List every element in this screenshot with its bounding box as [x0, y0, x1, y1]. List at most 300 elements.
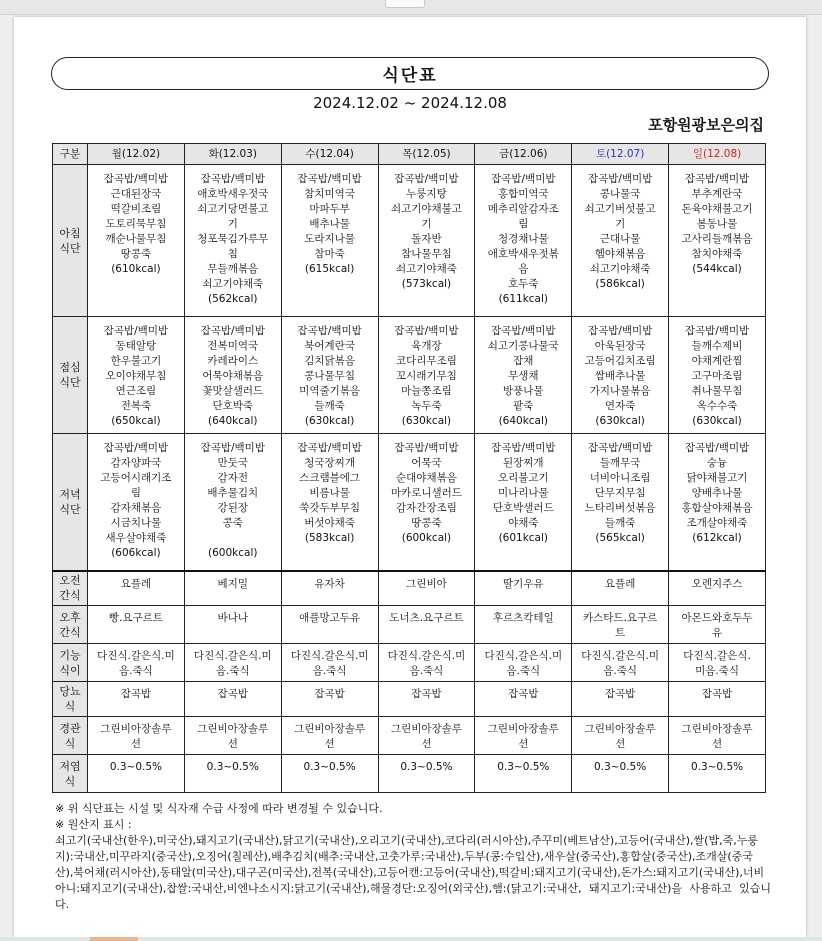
- menu-item: 다진식.갈은식.미: [97, 650, 175, 662]
- menu-item: 고사리들깨볶음: [681, 233, 753, 245]
- header-day-mon: 월(12.02): [88, 144, 185, 165]
- menu-item: 애호박새우젓볶: [487, 248, 559, 260]
- menu-item: 녹두죽: [411, 400, 442, 412]
- header-day-fri: 금(12.06): [475, 144, 572, 165]
- menu-item: 유: [711, 627, 723, 639]
- menu-item: (615kcal): [304, 263, 355, 275]
- menu-item: (630kcal): [401, 415, 452, 427]
- row-label-line: 오전: [59, 574, 81, 588]
- menu-cell: [572, 644, 669, 682]
- menu-item: 그린비아장솔루: [487, 723, 559, 735]
- menu-cell: [475, 755, 572, 793]
- organization-name: 포항원광보은의집: [648, 116, 764, 134]
- menu-item: 음.죽식: [409, 665, 444, 677]
- menu-item: 꼬시래기무침: [396, 370, 457, 382]
- menu-cell: [184, 571, 281, 606]
- menu-item: 방풍나물: [503, 385, 544, 397]
- menu-item: 미나리나물: [497, 487, 549, 499]
- menu-item: 도라지나물: [304, 233, 355, 245]
- origin-title: ※ 원산지 표시 :: [55, 818, 132, 831]
- menu-item: 션: [615, 738, 626, 750]
- menu-item: 0.3~0.5%: [690, 761, 744, 773]
- header-day-sun: 일(12.08): [669, 144, 766, 165]
- menu-item: 옥수수죽: [696, 400, 738, 412]
- menu-item: 기: [421, 218, 432, 230]
- menu-item: (650kcal): [111, 415, 161, 427]
- row-label-line: 저염: [59, 759, 81, 773]
- menu-item: 침: [227, 248, 238, 260]
- menu-item: 잡곡밥/백미밥: [684, 325, 750, 337]
- menu-cell: [88, 682, 185, 717]
- menu-item: 너비아니조림: [589, 472, 651, 484]
- change-notice: ※ 위 식단표는 시설 및 식자재 수급 사정에 따라 변경될 수 있습니다.: [55, 802, 383, 815]
- menu-cell: [378, 717, 475, 755]
- menu-item: (630kcal): [692, 415, 742, 427]
- bottom-bar-accent: [90, 937, 138, 941]
- menu-item: 양배추나물: [691, 487, 743, 499]
- menu-item: 감자전: [217, 472, 248, 484]
- dinner-row: [53, 434, 766, 571]
- menu-item: (586kcal): [595, 278, 645, 290]
- menu-item: 취나물무침: [691, 385, 743, 397]
- weekly-menu-table: [52, 143, 766, 793]
- row-label-line: 경관: [59, 721, 81, 735]
- row-label-line: 식단: [59, 502, 81, 516]
- menu-item: 잡곡밥/백미밥: [103, 173, 169, 185]
- toolbar-toggle-handle[interactable]: [385, 0, 425, 8]
- menu-item: 단호박샐러드: [492, 502, 554, 514]
- menu-item: 요플레: [604, 577, 636, 590]
- menu-item: 무생채: [508, 370, 539, 382]
- menu-item: 북어계란국: [304, 340, 355, 352]
- row-label-line: 식: [64, 700, 76, 713]
- menu-item: 참나물무침: [401, 248, 452, 260]
- menu-item: 누룽지탕: [406, 188, 447, 200]
- menu-item: (601kcal): [498, 532, 549, 544]
- menu-cell: [184, 717, 281, 755]
- menu-item: 한우불고기: [110, 355, 162, 367]
- row-label-line: 식단: [59, 376, 81, 389]
- menu-item: 션: [518, 738, 529, 750]
- menu-item: 돌자반: [411, 233, 442, 245]
- menu-cell: [572, 434, 669, 571]
- menu-item: 연근조림: [115, 385, 157, 397]
- menu-item: 헴야채볶음: [594, 248, 646, 260]
- menu-item: 잡곡밥: [701, 688, 733, 700]
- menu-item: 트: [615, 627, 626, 639]
- menu-item: 쇠고기당면불고: [197, 203, 269, 215]
- menu-item: 잡곡밥/백미밥: [394, 442, 459, 454]
- menu-cell: [378, 317, 475, 434]
- menu-item: 다진식.갈은식.미: [290, 650, 369, 662]
- row-label: [53, 755, 88, 793]
- menu-item: (640kcal): [208, 415, 258, 427]
- menu-item: 무들깨볶음: [207, 263, 259, 275]
- row-label-line: 오후: [59, 610, 81, 624]
- menu-item: 청경채나물: [497, 233, 549, 245]
- menu-cell: [184, 606, 281, 644]
- menu-item: 다진식.갈은식.: [683, 650, 751, 662]
- menu-item: 팥죽: [513, 400, 534, 412]
- menu-item: 그린비아장솔루: [584, 723, 656, 735]
- menu-cell: [669, 317, 766, 434]
- row-label-line: 식: [64, 774, 76, 788]
- menu-item: 마늘쫑조림: [401, 385, 452, 397]
- menu-item: 동태알탕: [115, 340, 157, 352]
- row-label-line: 식: [64, 736, 76, 750]
- menu-cell: [669, 682, 766, 717]
- row-label-line: 아침: [59, 226, 81, 240]
- menu-item: 홍합살야채볶음: [681, 502, 753, 514]
- header-corner: 구분: [53, 144, 88, 165]
- menu-item: 음.죽식: [312, 665, 347, 677]
- menu-cell: [281, 717, 378, 755]
- menu-item: 음: [518, 263, 529, 275]
- menu-item: 유자차: [314, 577, 345, 590]
- menu-cell: [572, 606, 669, 644]
- lunch-row: [53, 317, 766, 434]
- menu-item: 참치미역국: [304, 188, 355, 200]
- menu-item: 다진식.갈은식.미: [581, 650, 659, 662]
- menu-cell: [184, 317, 281, 434]
- menu-item: 그린비아장솔루: [100, 723, 172, 735]
- menu-item: 잡곡밥: [120, 688, 152, 700]
- menu-item: 그린비아장솔루: [197, 723, 269, 735]
- menu-item: 잡곡밥: [314, 688, 345, 700]
- menu-item: 감자채볶음: [110, 502, 162, 514]
- menu-item: 잡곡밥: [411, 688, 442, 700]
- menu-item: 림: [518, 218, 529, 230]
- menu-cell: [378, 434, 475, 571]
- menu-cell: [184, 165, 281, 317]
- menu-cell: [378, 165, 475, 317]
- breakfast-row: [53, 165, 766, 317]
- menu-item: 오이야채무침: [105, 370, 167, 382]
- menu-item: (573kcal): [401, 278, 452, 290]
- menu-item: 음.죽식: [119, 665, 153, 677]
- menu-item: 아몬드와호두두: [681, 612, 753, 624]
- row-label-line: 식단: [59, 241, 81, 255]
- menu-cell: [475, 644, 572, 682]
- menu-cell: [281, 165, 378, 317]
- menu-item: 오리불고기: [497, 472, 549, 484]
- menu-item: 다진식.갈은식.미: [387, 650, 466, 662]
- menu-item: 고등어김치조림: [584, 355, 656, 367]
- menu-item: 콩죽: [222, 517, 243, 529]
- menu-cell: [281, 317, 378, 434]
- menu-item: 고구마조림: [691, 370, 743, 382]
- row-label-line: 간식: [59, 589, 81, 603]
- menu-cell: [669, 644, 766, 682]
- menu-cell: [281, 434, 378, 571]
- menu-item: 쇠고기버섯불고: [584, 203, 656, 215]
- menu-item: 잡곡밥/백미밥: [587, 325, 653, 337]
- menu-item: 음.죽식: [215, 665, 250, 677]
- menu-item: 0.3~0.5%: [109, 761, 162, 773]
- menu-item: 새우살야채죽: [105, 532, 167, 544]
- menu-item: 도너츠.요구르트: [389, 612, 464, 624]
- menu-item: 땅콩죽: [120, 248, 152, 260]
- menu-item: 잡곡밥/백미밥: [491, 442, 556, 454]
- menu-item: 쑥갓두부무침: [299, 502, 361, 514]
- menu-item: (611kcal): [498, 293, 549, 305]
- row-label: [53, 571, 88, 606]
- menu-item: 그린비아장솔루: [681, 723, 753, 735]
- menu-item: (565kcal): [595, 532, 645, 544]
- menu-item: 잡곡밥/백미밥: [684, 173, 750, 185]
- menu-item: 애호박새우젓국: [197, 188, 269, 200]
- menu-item: 림: [130, 487, 141, 499]
- menu-cell: [475, 571, 572, 606]
- menu-item: 고등어시래기조: [100, 472, 172, 484]
- menu-item: 잡곡밥/백미밥: [200, 442, 265, 454]
- menu-item: (600kcal): [208, 547, 258, 559]
- menu-item: 들깨죽: [314, 400, 345, 412]
- menu-item: 쇠고기야채죽: [202, 278, 264, 290]
- header-day-wed: 수(12.04): [281, 144, 378, 165]
- menu-item: 션: [711, 738, 723, 750]
- row-label: [53, 682, 88, 717]
- menu-item: 쇠고기야채불고: [390, 203, 462, 215]
- menu-item: 스크램블에그: [299, 472, 361, 484]
- row-label-line: 기능: [59, 648, 81, 662]
- menu-item: 깨순나물무침: [105, 233, 167, 245]
- menu-cell: [378, 606, 475, 644]
- menu-item: 잡곡밥/백미밥: [587, 442, 653, 454]
- menu-item: 육개장: [411, 340, 442, 352]
- menu-item: 음.죽식: [603, 665, 638, 677]
- notes-section: [55, 801, 771, 913]
- menu-item: 음.죽식: [506, 665, 541, 677]
- menu-cell: [184, 644, 281, 682]
- menu-cell: [669, 755, 766, 793]
- menu-cell: [669, 434, 766, 571]
- menu-item: 봄동나물: [696, 218, 738, 230]
- menu-item: 참마죽: [314, 248, 345, 260]
- menu-item: 콩나물무침: [304, 370, 355, 382]
- menu-item: 강된장: [217, 502, 248, 514]
- menu-cell: [669, 606, 766, 644]
- menu-item: 잡곡밥/백미밥: [394, 325, 459, 337]
- menu-item: 어묵국: [411, 457, 442, 469]
- row-label-line: 저녁: [59, 487, 81, 501]
- menu-item: 0.3~0.5%: [400, 761, 453, 773]
- menu-item: (630kcal): [595, 415, 645, 427]
- bottom-bar: [0, 937, 822, 941]
- menu-cell: [281, 644, 378, 682]
- menu-item: 잡곡밥: [217, 688, 248, 700]
- menu-item: 미역줄기볶음: [299, 385, 361, 397]
- menu-cell: [475, 717, 572, 755]
- menu-item: (640kcal): [498, 415, 549, 427]
- menu-item: 전복죽: [120, 400, 152, 412]
- row-label: [53, 317, 88, 434]
- menu-item: 근대나물: [599, 233, 641, 245]
- menu-item: 션: [324, 738, 335, 750]
- menu-item: 잡곡밥/백미밥: [297, 325, 362, 337]
- menu-item: 잡곡밥/백미밥: [491, 325, 556, 337]
- menu-item: 야채계란찜: [691, 355, 743, 367]
- menu-item: 쇠고기야채죽: [396, 263, 457, 275]
- menu-cell: [281, 755, 378, 793]
- pm-snack-row: [53, 606, 766, 644]
- menu-item: 잡곡밥: [508, 688, 539, 700]
- row-label-line: 당뇨: [59, 685, 81, 698]
- menu-item: 떡갈비조림: [110, 203, 162, 215]
- menu-item: 호두죽: [508, 278, 539, 290]
- tube-feeding-row: [53, 717, 766, 755]
- menu-cell: [669, 571, 766, 606]
- menu-cell: [184, 755, 281, 793]
- menu-item: 땅콩죽: [411, 517, 442, 529]
- menu-cell: [88, 434, 185, 571]
- menu-item: 기: [615, 218, 626, 230]
- menu-item: 션: [130, 738, 141, 750]
- menu-item: 단호박죽: [212, 400, 254, 412]
- menu-item: 연자죽: [604, 400, 636, 412]
- menu-cell: [572, 755, 669, 793]
- low-salt-row: [53, 755, 766, 793]
- menu-item: 잡곡밥/백미밥: [394, 173, 459, 185]
- am-snack-row: [53, 571, 766, 606]
- menu-item: 꽃맛살샐러드: [202, 385, 264, 397]
- menu-item: 카스타드.요구르: [582, 612, 658, 624]
- menu-item: 마파두부: [309, 203, 350, 215]
- menu-item: 배추물김치: [207, 487, 259, 499]
- menu-item: 0.3~0.5%: [303, 761, 356, 773]
- menu-item: 어묵야채볶음: [202, 370, 264, 382]
- menu-item: 잡곡밥/백미밥: [491, 173, 556, 185]
- menu-item: 베지밀: [217, 577, 248, 590]
- diabetic-diet-row: [53, 682, 766, 717]
- page-title: 식단표: [51, 57, 769, 90]
- menu-item: (583kcal): [304, 532, 355, 544]
- menu-item: (612kcal): [692, 532, 742, 544]
- menu-item: (600kcal): [401, 532, 452, 544]
- menu-cell: [88, 717, 185, 755]
- header-day-tue: 화(12.03): [184, 144, 281, 165]
- menu-item: 야채죽: [508, 517, 539, 529]
- menu-item: 다진식.갈은식.미: [484, 650, 563, 662]
- menu-item: 마카로니샐러드: [390, 487, 462, 499]
- menu-cell: [378, 644, 475, 682]
- menu-item: 잡곡밥/백미밥: [200, 173, 265, 185]
- menu-item: 쌈배추나물: [594, 370, 646, 382]
- menu-item: 메추리알감자조: [487, 203, 559, 215]
- menu-cell: [184, 434, 281, 571]
- menu-item: (562kcal): [208, 293, 258, 305]
- table-header-row: [53, 144, 766, 165]
- menu-item: 시금치나물: [110, 517, 162, 529]
- menu-cell: [378, 571, 475, 606]
- menu-cell: [475, 682, 572, 717]
- menu-item: 닭야채불고기: [686, 472, 748, 484]
- menu-item: 전복미역국: [207, 340, 259, 352]
- menu-item: 배추나물: [309, 218, 350, 230]
- menu-item: 청포묵김가루무: [197, 233, 269, 245]
- menu-item: 버섯야채죽: [304, 517, 355, 529]
- menu-cell: [572, 317, 669, 434]
- menu-item: 된장찌개: [503, 457, 544, 469]
- menu-item: 감자양파국: [110, 457, 162, 469]
- menu-item: 홍합미역국: [497, 188, 549, 200]
- menu-item: 아욱된장국: [594, 340, 646, 352]
- menu-item: 기: [227, 218, 238, 230]
- menu-item: 김치닭볶음: [304, 355, 355, 367]
- menu-cell: [475, 317, 572, 434]
- header-day-sat: 토(12.07): [572, 144, 669, 165]
- menu-cell: [88, 165, 185, 317]
- header-day-thu: 목(12.05): [378, 144, 475, 165]
- menu-cell: [669, 717, 766, 755]
- menu-item: 요플레: [120, 577, 152, 590]
- menu-item: (606kcal): [111, 547, 161, 559]
- row-label-line: 식이: [59, 663, 81, 677]
- menu-item: 참치야채죽: [691, 248, 743, 260]
- menu-item: 카레라이스: [207, 355, 259, 367]
- viewer-toolbar: [0, 0, 822, 15]
- menu-item: 애플망고두유: [299, 612, 361, 624]
- menu-item: 감자간장조림: [396, 502, 457, 514]
- row-label: [53, 717, 88, 755]
- menu-item: 부추계란국: [691, 188, 743, 200]
- menu-item: 잡곡밥/백미밥: [103, 442, 169, 454]
- menu-cell: [669, 165, 766, 317]
- menu-cell: [88, 571, 185, 606]
- menu-item: 돈육야채불고기: [681, 203, 753, 215]
- row-label-line: 간식: [59, 625, 81, 639]
- row-label: [53, 434, 88, 571]
- menu-item: 들깨무국: [599, 457, 641, 469]
- origin-text: 쇠고기(국내산(한우),미국산),돼지고기(국내산),닭고기(국내산),오리고기(국내산),코다리(러시아산),주꾸미(베트남산),고등어(국내산),쌀(밥,죽,누룽지):국내산,미꾸라지(중국산),오징어(칠레산),배추김치(배추:국내산,고춧가루:국내산),두부(콩:수입산),새우살(중국산),홍합살(중국산),조개살(중국산),북어채(러시아산),동태알(미국산),대구곤(미국산),전복(국내산),고등어캔:고등어(국내산),떡갈비:돼지고기(국내산),돈가스:돼지고기(국내산),너비아니:돼지고기(국내산),찹쌀:국내산,비엔나소시지:닭고기(국내산),해물경단:오징어(외국산),햄:(닭고기:국내산, 돼지고기:국내산)을 사용하고 있습니다.: [55, 834, 771, 911]
- menu-item: (610kcal): [111, 263, 161, 275]
- menu-item: 빵.요구르트: [108, 612, 163, 624]
- menu-item: 잡곡밥/백미밥: [684, 442, 750, 454]
- menu-item: [186, 531, 280, 546]
- menu-cell: [88, 606, 185, 644]
- menu-item: 순대야채볶음: [396, 472, 457, 484]
- menu-cell: [572, 682, 669, 717]
- menu-item: 션: [227, 738, 238, 750]
- row-label-line: 점심: [59, 361, 81, 374]
- menu-item: 0.3~0.5%: [206, 761, 259, 773]
- menu-item: (630kcal): [304, 415, 355, 427]
- menu-cell: [378, 755, 475, 793]
- menu-item: 그린비아: [406, 577, 447, 590]
- menu-item: 잡곡밥/백미밥: [200, 325, 265, 337]
- menu-item: 느타리버섯볶음: [584, 502, 656, 514]
- menu-cell: [378, 682, 475, 717]
- menu-cell: [572, 571, 669, 606]
- menu-item: 잡곡밥/백미밥: [297, 442, 362, 454]
- menu-cell: [281, 571, 378, 606]
- menu-item: 잡곡밥/백미밥: [297, 173, 362, 185]
- functional-diet-row: [53, 644, 766, 682]
- menu-cell: [88, 644, 185, 682]
- menu-cell: [88, 317, 185, 434]
- menu-item: 션: [421, 738, 432, 750]
- menu-item: 들깨죽: [604, 517, 636, 529]
- menu-item: 들깨수제비: [691, 340, 743, 352]
- menu-cell: [475, 606, 572, 644]
- menu-item: 잡곡밥/백미밥: [103, 325, 169, 337]
- menu-item: 미음.죽식: [695, 665, 739, 677]
- row-label: [53, 165, 88, 317]
- menu-item: 청국장찌개: [304, 457, 355, 469]
- row-label: [53, 606, 88, 644]
- menu-item: 0.3~0.5%: [594, 761, 647, 773]
- menu-item: 만둣국: [217, 457, 248, 469]
